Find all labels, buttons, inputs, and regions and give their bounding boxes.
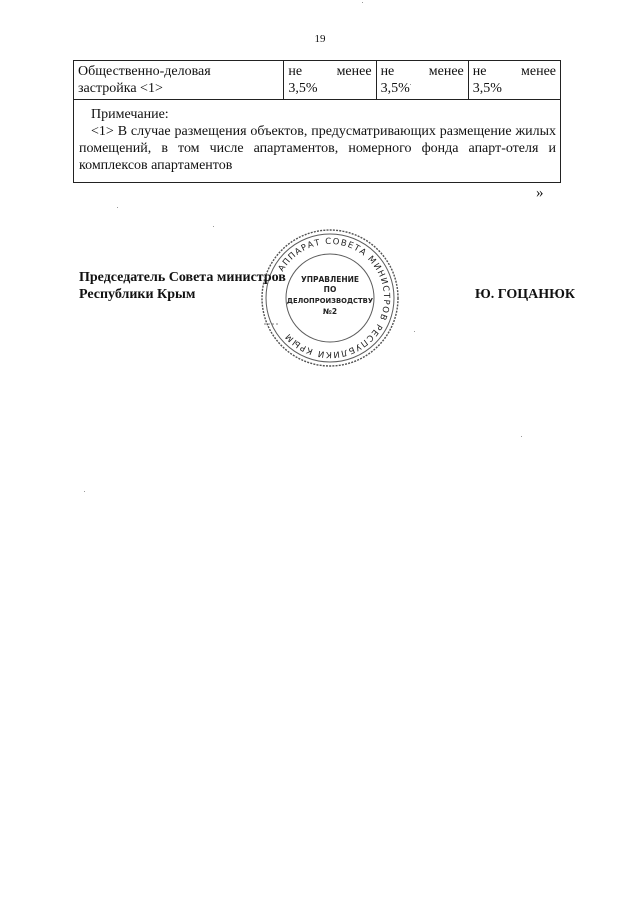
value-word-menee: менее	[521, 64, 556, 79]
value-percent: 3,5%	[288, 81, 318, 96]
scan-speck	[117, 207, 118, 208]
scan-speck	[414, 331, 415, 332]
value-word-ne: не	[472, 64, 487, 79]
seal-line2: ПО	[323, 285, 337, 294]
position-line1: Председатель Совета министров	[79, 270, 286, 285]
signatory-name: Ю. ГОЦАНЮК	[475, 287, 576, 302]
value-word-menee: менее	[336, 64, 372, 79]
scan-speck	[410, 84, 411, 85]
position-line2: Республики Крым	[79, 287, 196, 302]
zone-name-line2: застройка <1>	[78, 81, 163, 96]
note-row	[74, 100, 561, 183]
value-word-ne: не	[288, 64, 303, 79]
zone-name-cell	[74, 61, 284, 100]
value-percent: 3,5%	[472, 81, 502, 96]
value-word-ne: не	[380, 64, 395, 79]
signatory-position	[79, 269, 286, 303]
page-number: 19	[314, 33, 326, 45]
note-title: Примечание:	[91, 107, 169, 122]
seal-line4: №2	[322, 307, 338, 316]
scan-speck	[521, 436, 522, 437]
value-word-menee: менее	[428, 64, 464, 79]
closing-quote: »	[536, 185, 544, 201]
value-cell-3	[468, 61, 560, 100]
seal-line3: ДЕЛОПРОИЗВОДСТВУ	[286, 297, 374, 305]
seal-line1: УПРАВЛЕНИЕ	[300, 275, 360, 284]
value-cell-2	[376, 61, 468, 100]
note-cell	[74, 100, 561, 183]
value-cell-1	[284, 61, 376, 100]
note-text: <1> В случае размещения объектов, предусматривающих размещение жилых помещений, в том числе апартаментов, номерного фонда апарт-отеля и комплексов апартаментов	[79, 124, 556, 173]
scan-speck	[213, 226, 214, 227]
zone-name-line1: Общественно-деловая	[78, 64, 211, 79]
official-seal-icon	[258, 226, 402, 370]
value-percent: 3,5%	[380, 81, 410, 96]
table-row	[74, 61, 561, 100]
seal-ring-text: АППАРАТ СОВЕТА МИНИСТРОВ РЕСПУБЛИКИ КРЫМ	[276, 236, 392, 360]
scan-speck	[362, 2, 363, 3]
scan-speck	[84, 491, 85, 492]
zoning-table	[73, 60, 561, 183]
